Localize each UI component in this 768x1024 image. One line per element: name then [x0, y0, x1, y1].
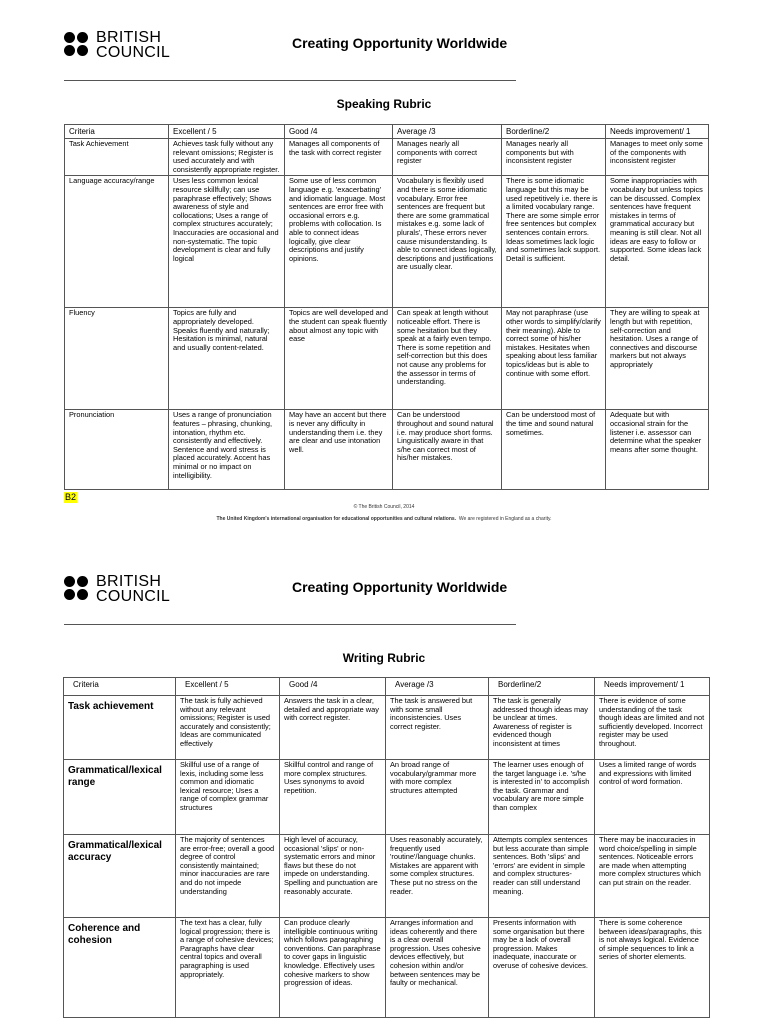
- table-cell: The majority of sentences are error-free; overall a good degree of control consistently maintained; minor inaccuracies are rare and do not impede understanding: [176, 835, 280, 918]
- table-cell: There is some idiomatic language but this may be used repetitively i.e. there is a limited vocabulary range. There are some simple error free sentences but complex sentences contain errors. Ideas sometimes lack logic and sometimes lack support. Detail is sufficient.: [502, 176, 606, 308]
- table-cell: Manages all components of the task with correct register: [285, 139, 393, 176]
- table-cell: Topics are well developed and the student can speak fluently about almost any topic with ease: [285, 308, 393, 410]
- table-cell: Arranges information and ideas coherently and there is a clear overall progression. Uses cohesive devices effectively, but cohesion within and/or between sentences may be faulty or mechanical.: [386, 918, 489, 1018]
- table-cell: The learner uses enough of the target language i.e. 's/he is interested in' to accomplish the task. Grammar and vocabulary are more simple than complex: [489, 760, 595, 835]
- logo-line-2: COUNCIL: [96, 588, 171, 605]
- column-header: Criteria: [64, 678, 176, 696]
- table-cell: Can produce clearly intelligible continuous writing which follows paragraphing conventions. Can paraphrase to cover gaps in linguistic knowledge. Effectively uses cohesive markers to show progression of ideas.: [280, 918, 386, 1018]
- column-header: Excellent / 5: [176, 678, 280, 696]
- british-council-logo: [64, 574, 170, 604]
- table-cell: Manages to meet only some of the components with inconsistent register: [606, 139, 709, 176]
- logo-line-1: BRITISH: [96, 573, 162, 590]
- table-cell: The task is answered but with some small inconsistencies. Uses correct register.: [386, 696, 489, 760]
- logo-line-1: BRITISH: [96, 29, 162, 46]
- table-cell: They are willing to speak at length but with repetition, self-correction and hesitation. Uses a range of connectives and discourse markers but not always appropriately: [606, 308, 709, 410]
- table-cell: Manages nearly all components but with inconsistent register: [502, 139, 606, 176]
- footer-statement: [0, 516, 768, 522]
- table-cell: Adequate but with occasional strain for the listener i.e. assessor can determine what the speaker means after some thought.: [606, 410, 709, 490]
- criteria-cell: Grammatical/lexical range: [64, 760, 176, 835]
- table-cell: Skillful control and range of more complex structures. Uses synonyms to avoid repetition.: [280, 760, 386, 835]
- header-divider: [64, 80, 516, 81]
- footer-charity-statement: We are registered in England as a charity.: [458, 516, 552, 522]
- table-cell: Topics are fully and appropriately developed. Speaks fluently and naturally; Hesitation is minimal, natural and usually content-related.: [169, 308, 285, 410]
- criteria-cell: Grammatical/lexical accuracy: [64, 835, 176, 918]
- table-row: [65, 139, 709, 176]
- column-header: Excellent / 5: [169, 125, 285, 139]
- table-header-row: [64, 678, 710, 696]
- table-cell: High level of accuracy, occasional 'slips' or non-systematic errors and minor flaws but these do not impede on understanding. Spelling and punctuation are reasonably accurate.: [280, 835, 386, 918]
- column-header: Needs improvement/ 1: [606, 125, 709, 139]
- table-cell: Uses a limited range of words and expressions with limited control of word formation.: [595, 760, 710, 835]
- criteria-cell: Task achievement: [64, 696, 176, 760]
- table-cell: Skillful use of a range of lexis, including some less common and idiomatic lexical resource; Uses a range of complex grammar structures: [176, 760, 280, 835]
- table-cell: Some use of less common language e.g. 'exacerbating' and idiomatic language. Most sentences are error free with occasional errors e.g. problems with collocation. Is able to connect ideas logically, give clear descriptions and justify opinions.: [285, 176, 393, 308]
- table-cell: May not paraphrase (use other words to simplify/clarify their meaning). Able to correct some of his/her mistakes. Hesitates when speaking about less familiar topics/ideas but is able to continue with some effort.: [502, 308, 606, 410]
- table-cell: Can speak at length without noticeable effort. There is some hesitation but they speak at a fairly even tempo. There is some repetition and self-correction but this does not cause any problems for the assessor in terms of understanding.: [393, 308, 502, 410]
- logo-dots-icon: [64, 576, 90, 602]
- speaking-rubric-title: Speaking Rubric: [336, 97, 432, 111]
- table-cell: May have an accent but there is never any difficulty in understanding them i.e. they are clear and use intonation well.: [285, 410, 393, 490]
- logo-line-2: COUNCIL: [96, 44, 171, 61]
- speaking-rubric-table: [64, 124, 709, 490]
- table-row: [64, 918, 710, 1018]
- footer-org-statement: The United Kingdom's international organisation for educational opportunities and cultural relations.: [216, 516, 457, 522]
- criteria-cell: Task Achievement: [65, 139, 169, 176]
- column-header: Average /3: [393, 125, 502, 139]
- column-header: Average /3: [386, 678, 489, 696]
- table-cell: Vocabulary is flexibly used and there is some idiomatic vocabulary. Error free sentences are frequent but there are some grammatical mistakes e.g. some lack of plurals', These errors never cause misunderstanding. Is able to connect ideas logically, descriptions and justifications are usually clear.: [393, 176, 502, 308]
- table-cell: Uses reasonably accurately, frequently used 'routine'/language chunks. Mistakes are apparent with some complex structures. These put no stress on the reader.: [386, 835, 489, 918]
- table-cell: The task is generally addressed though ideas may be unclear at times. Awareness of register is evidenced though inconsistent at times: [489, 696, 595, 760]
- column-header: Criteria: [65, 125, 169, 139]
- table-cell: Manages nearly all components with correct register: [393, 139, 502, 176]
- table-cell: Can be understood throughout and sound natural i.e. may produce short forms. Linguistically aware in that s/he can correct most of his/her mistakes.: [393, 410, 502, 490]
- table-cell: The text has a clear, fully logical progression; there is a range of cohesive devices; Paragraphs have clear central topics and overall paragraphing is used appropriately.: [176, 918, 280, 1018]
- column-header: Borderline/2: [489, 678, 595, 696]
- table-row: [64, 696, 710, 760]
- criteria-cell: Pronunciation: [65, 410, 169, 490]
- column-header: Good /4: [285, 125, 393, 139]
- table-cell: Uses a range of pronunciation features – phrasing, chunking, intonation, rhythm etc. consistently and effectively. Sentence and word stress is placed accurately. Accent has minimal or no impact on intelligibility.: [169, 410, 285, 490]
- page-tagline: Creating Opportunity Worldwide: [292, 579, 508, 595]
- table-cell: Uses less common lexical resource skillfully; can use paraphrase effectively; Shows awareness of style and collocations; Uses a range of complex structures accurately; Inaccuracies are occasional and non-systematic. The topic development is clear and fully logical: [169, 176, 285, 308]
- table-row: [65, 410, 709, 490]
- table-cell: Can be understood most of the time and sound natural sometimes.: [502, 410, 606, 490]
- table-row: [64, 760, 710, 835]
- table-cell: The task is fully achieved without any relevant omissions; Register is used accurately and consistently; Ideas are communicated effectively: [176, 696, 280, 760]
- british-council-logo: [64, 30, 170, 60]
- table-cell: An broad range of vocabulary/grammar more with more complex structures attempted: [386, 760, 489, 835]
- footer-copyright: © The British Council, 2014: [353, 504, 415, 510]
- writing-rubric-table: [63, 677, 710, 1018]
- page-tagline: Creating Opportunity Worldwide: [292, 35, 508, 51]
- table-row: [65, 176, 709, 308]
- column-header: Borderline/2: [502, 125, 606, 139]
- criteria-cell: Coherence and cohesion: [64, 918, 176, 1018]
- table-cell: Achieves task fully without any relevant omissions; Register is used accurately and with consistently appropriate register.: [169, 139, 285, 176]
- writing-rubric-title: Writing Rubric: [342, 651, 426, 665]
- page-header: [64, 30, 704, 80]
- table-cell: There is some coherence between ideas/paragraphs, this is not always logical. Evidence of simple sequences to link a series of shorter elements.: [595, 918, 710, 1018]
- table-cell: Answers the task in a clear, detailed and appropriate way with correct register.: [280, 696, 386, 760]
- table-cell: There may be inaccuracies in word choice/spelling in simple sentences. Noticeable errors are made when attempting more complex structures which can put strain on the reader.: [595, 835, 710, 918]
- criteria-cell: Language accuracy/range: [65, 176, 169, 308]
- table-header-row: [65, 125, 709, 139]
- table-cell: Attempts complex sentences but less accurate than simple sentences. Both 'slips' and 'errors' are evident in simple and complex structures-reader can still understand meaning.: [489, 835, 595, 918]
- column-header: Good /4: [280, 678, 386, 696]
- page-header-2: [64, 574, 704, 624]
- table-cell: Presents information with some organisation but there may be a lack of overall progression. Makes inadequate, inaccurate or overuse of cohesive devices.: [489, 918, 595, 1018]
- criteria-cell: Fluency: [65, 308, 169, 410]
- table-cell: Some inappropriacies with vocabulary but unless topics can be discussed. Complex sentences have frequent mistakes in terms of grammatical accuracy but meaning is still clear. Not all ideas are easy to follow or supported. Some ideas lack detail.: [606, 176, 709, 308]
- logo-dots-icon: [64, 32, 90, 58]
- table-row: [65, 308, 709, 410]
- table-cell: There is evidence of some understanding of the task though ideas are limited and not sufficiently developed. Incorrect register may be used throughout.: [595, 696, 710, 760]
- level-badge: B2: [65, 492, 77, 502]
- column-header: Needs improvement/ 1: [595, 678, 710, 696]
- header-divider: [64, 624, 516, 625]
- table-row: [64, 835, 710, 918]
